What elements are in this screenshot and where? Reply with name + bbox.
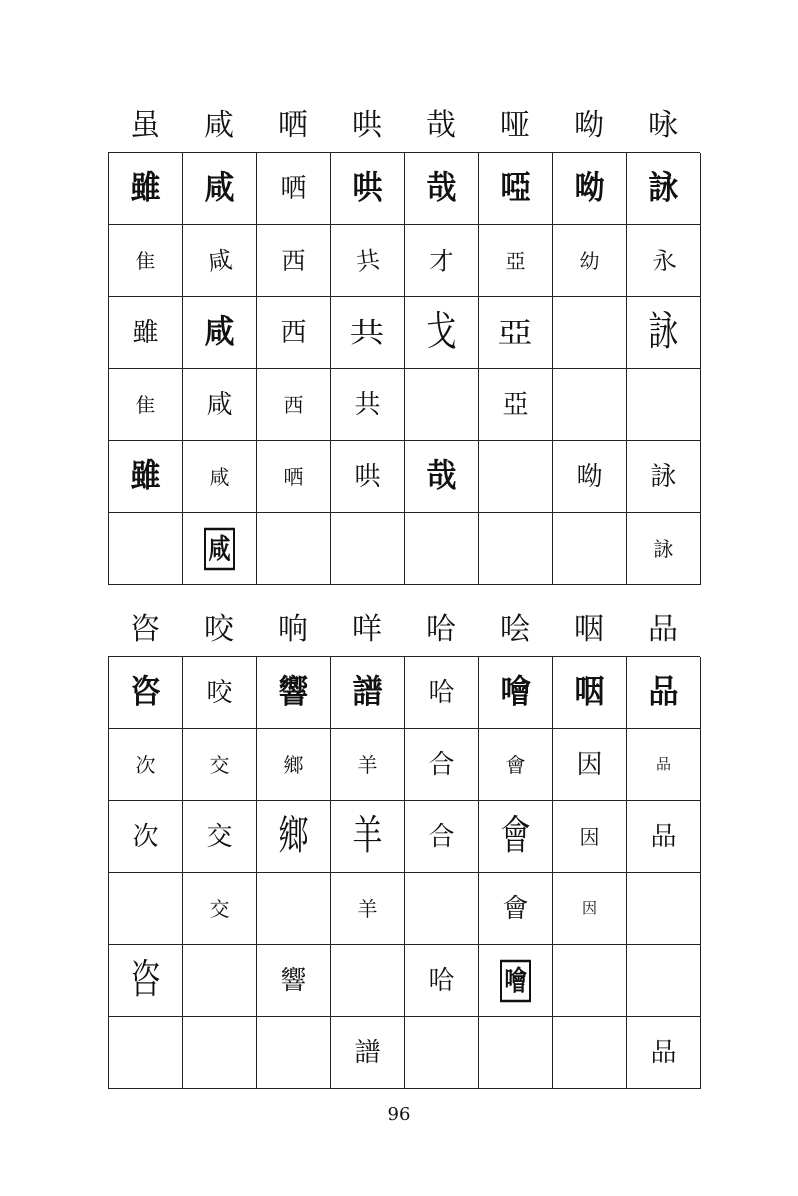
- script-glyph: 亞: [497, 315, 534, 349]
- script-glyph: 鄉: [278, 812, 309, 860]
- grid-cell: [479, 801, 553, 873]
- grid-cell: [257, 369, 331, 441]
- grid-cell: [627, 729, 701, 801]
- grid-cell: [405, 513, 479, 585]
- script-glyph: 譜: [354, 1037, 381, 1068]
- grid-cell: [405, 945, 479, 1017]
- grid-cell: [627, 297, 701, 369]
- grid-cell: [109, 369, 183, 441]
- column-header: 哄: [352, 108, 382, 143]
- grid-cell: [405, 369, 479, 441]
- grid-cell: [109, 729, 183, 801]
- grid-cell: [553, 1017, 627, 1089]
- grid-cell: [257, 873, 331, 945]
- script-glyph: 詠: [650, 461, 677, 492]
- script-glyph: 鄉: [283, 752, 304, 777]
- script-glyph: 咨: [130, 673, 161, 711]
- script-glyph: 啞: [500, 169, 531, 207]
- script-glyph: 哉: [426, 457, 457, 495]
- script-glyph: 亞: [505, 248, 526, 273]
- script-glyph: 詠: [648, 308, 679, 356]
- grid-cell: [257, 1017, 331, 1089]
- script-glyph: 交: [209, 896, 230, 921]
- header-row: [108, 100, 700, 152]
- grid-cell: [109, 945, 183, 1017]
- grid-cell: [257, 153, 331, 225]
- grid-cell: [627, 1017, 701, 1089]
- grid-cell: [553, 225, 627, 297]
- grid-cell: [109, 153, 183, 225]
- script-glyph: 因: [581, 899, 597, 917]
- grid-cell: [479, 441, 553, 513]
- script-glyph: 因: [576, 749, 603, 780]
- script-glyph: 咸: [204, 527, 234, 570]
- grid-cell: [183, 873, 257, 945]
- column-header: 哈: [426, 612, 456, 647]
- script-glyph: 響: [280, 965, 307, 996]
- grid-cell: [553, 153, 627, 225]
- grid-cell: [627, 873, 701, 945]
- grid-cell: [479, 729, 553, 801]
- grid-cell: [405, 153, 479, 225]
- grid-cell: [627, 945, 701, 1017]
- grid-cell: [183, 945, 257, 1017]
- script-glyph: 噲: [500, 959, 530, 1002]
- script-glyph: 隹: [135, 392, 156, 417]
- grid-cell: [627, 513, 701, 585]
- grid-cell: [405, 297, 479, 369]
- script-glyph: 咽: [574, 673, 605, 711]
- grid-cell: [183, 225, 257, 297]
- script-glyph: 因: [579, 824, 600, 849]
- script-glyph: 詠: [648, 169, 679, 207]
- grid-cell: [331, 225, 405, 297]
- grid-cell: [109, 657, 183, 729]
- script-glyph: 西: [280, 317, 307, 348]
- grid-cell: [183, 729, 257, 801]
- grid-cell: [479, 153, 553, 225]
- script-glyph: 哂: [283, 464, 304, 489]
- grid-cell: [479, 657, 553, 729]
- grid-cell: [183, 297, 257, 369]
- script-glyph: 咸: [204, 313, 235, 351]
- grid-cell: [109, 513, 183, 585]
- grid-cell: [627, 441, 701, 513]
- grid-cell: [331, 369, 405, 441]
- grid-cell: [479, 225, 553, 297]
- column-header: 虽: [130, 108, 160, 143]
- script-glyph: 哈: [428, 677, 455, 708]
- grid-cell: [109, 297, 183, 369]
- script-glyph: 噲: [500, 673, 531, 711]
- grid-cell: [553, 369, 627, 441]
- script-glyph: 幼: [579, 248, 600, 273]
- column-header: 哉: [426, 108, 456, 143]
- script-glyph: 共: [349, 315, 386, 349]
- column-header: 哂: [278, 108, 308, 143]
- script-glyph: 永: [649, 244, 678, 277]
- script-glyph: 會: [502, 893, 529, 924]
- grid-cell: [405, 1017, 479, 1089]
- grid-cell: [331, 1017, 405, 1089]
- grid-cell: [257, 729, 331, 801]
- grid-cell: [405, 225, 479, 297]
- grid-cell: [479, 1017, 553, 1089]
- grid-cell: [183, 657, 257, 729]
- grid-cell: [257, 225, 331, 297]
- grid-cell: [109, 225, 183, 297]
- grid-cell: [257, 297, 331, 369]
- character-table-2: [108, 604, 700, 1089]
- script-glyph: 共: [354, 389, 381, 420]
- grid-cell: [331, 153, 405, 225]
- script-glyph: 羊: [352, 812, 383, 860]
- grid-cell: [553, 657, 627, 729]
- script-glyph: 交: [209, 752, 230, 777]
- script-glyph: 咸: [204, 169, 235, 207]
- script-glyph: 次: [132, 821, 159, 852]
- grid-cell: [479, 945, 553, 1017]
- grid-cell: [553, 873, 627, 945]
- grid-cell: [405, 441, 479, 513]
- grid-cell: [183, 153, 257, 225]
- script-glyph: 哄: [352, 169, 383, 207]
- column-header: 咸: [204, 108, 234, 143]
- script-glyph: 哂: [280, 173, 307, 204]
- script-glyph: 咨: [130, 956, 161, 1004]
- grid-cell: [331, 441, 405, 513]
- grid-cell: [183, 441, 257, 513]
- grid-cell: [627, 153, 701, 225]
- grid-cell: [109, 1017, 183, 1089]
- grid-cell: [553, 441, 627, 513]
- grid-cell: [331, 513, 405, 585]
- grid-cell: [479, 297, 553, 369]
- script-glyph: 品: [650, 821, 677, 852]
- script-glyph: 雖: [130, 457, 161, 495]
- script-glyph: 羊: [357, 896, 378, 921]
- script-glyph: 雖: [132, 317, 159, 348]
- column-header: 呦: [574, 108, 604, 143]
- grid-cell: [627, 225, 701, 297]
- script-glyph: 羊: [357, 752, 378, 777]
- column-header: 品: [648, 612, 678, 647]
- script-glyph: 共: [353, 244, 382, 277]
- script-glyph: 次: [135, 752, 156, 777]
- script-glyph: 哈: [428, 965, 455, 996]
- grid-cell: [405, 657, 479, 729]
- script-glyph: 交: [206, 821, 233, 852]
- grid-cell: [405, 873, 479, 945]
- script-glyph: 品: [655, 755, 671, 773]
- script-glyph: 亞: [502, 389, 529, 420]
- grid-cell: [479, 369, 553, 441]
- grid-cell: [331, 297, 405, 369]
- script-glyph: 西: [283, 392, 304, 417]
- script-glyph: 西: [281, 246, 306, 275]
- grid-cell: [109, 873, 183, 945]
- column-header: 哙: [500, 612, 530, 647]
- grid-cell: [331, 801, 405, 873]
- grid-cell: [405, 729, 479, 801]
- script-glyph: 譜: [352, 673, 383, 711]
- grid-cell: [257, 441, 331, 513]
- grid-cell: [405, 801, 479, 873]
- script-glyph: 會: [500, 812, 531, 860]
- grid-cell: [331, 873, 405, 945]
- grid-cell: [627, 369, 701, 441]
- grid-cell: [183, 369, 257, 441]
- grid-cell: [479, 873, 553, 945]
- grid-cell: [109, 441, 183, 513]
- header-row: [108, 604, 700, 656]
- grid-cell: [627, 657, 701, 729]
- glyph-grid: [108, 152, 700, 585]
- script-glyph: 戈: [426, 308, 457, 356]
- grid-cell: [553, 513, 627, 585]
- script-glyph: 咬: [206, 677, 233, 708]
- script-glyph: 哉: [426, 169, 457, 207]
- grid-cell: [257, 657, 331, 729]
- script-glyph: 合: [428, 749, 455, 780]
- grid-cell: [331, 729, 405, 801]
- script-glyph: 咸: [209, 464, 230, 489]
- grid-cell: [553, 729, 627, 801]
- grid-cell: [109, 801, 183, 873]
- script-glyph: 會: [505, 752, 526, 777]
- character-table-1: [108, 100, 700, 585]
- page-number: 96: [387, 1104, 411, 1125]
- script-glyph: 合: [428, 821, 455, 852]
- column-header: 咽: [574, 612, 604, 647]
- script-glyph: 詠: [653, 536, 674, 561]
- glyph-grid: [108, 656, 700, 1089]
- grid-cell: [183, 801, 257, 873]
- grid-cell: [553, 801, 627, 873]
- script-glyph: 雖: [130, 169, 161, 207]
- grid-cell: [553, 945, 627, 1017]
- grid-cell: [257, 513, 331, 585]
- script-glyph: 呦: [574, 169, 605, 207]
- grid-cell: [553, 297, 627, 369]
- script-glyph: 咸: [206, 389, 233, 420]
- grid-cell: [183, 1017, 257, 1089]
- column-header: 哑: [500, 108, 530, 143]
- script-glyph: 隹: [135, 248, 156, 273]
- script-glyph: 響: [278, 673, 309, 711]
- script-glyph: 品: [650, 1037, 677, 1068]
- grid-cell: [331, 945, 405, 1017]
- script-glyph: 品: [648, 673, 679, 711]
- script-glyph: 咸: [205, 244, 234, 277]
- column-header: 响: [278, 612, 308, 647]
- grid-cell: [257, 945, 331, 1017]
- column-header: 咨: [130, 612, 160, 647]
- grid-cell: [331, 657, 405, 729]
- script-glyph: 呦: [576, 461, 603, 492]
- grid-cell: [257, 801, 331, 873]
- column-header: 咩: [352, 612, 382, 647]
- grid-cell: [627, 801, 701, 873]
- grid-cell: [479, 513, 553, 585]
- script-glyph: 哄: [354, 461, 381, 492]
- grid-cell: [183, 513, 257, 585]
- column-header: 咬: [204, 612, 234, 647]
- script-glyph: 才: [429, 246, 454, 275]
- column-header: 咏: [648, 108, 678, 143]
